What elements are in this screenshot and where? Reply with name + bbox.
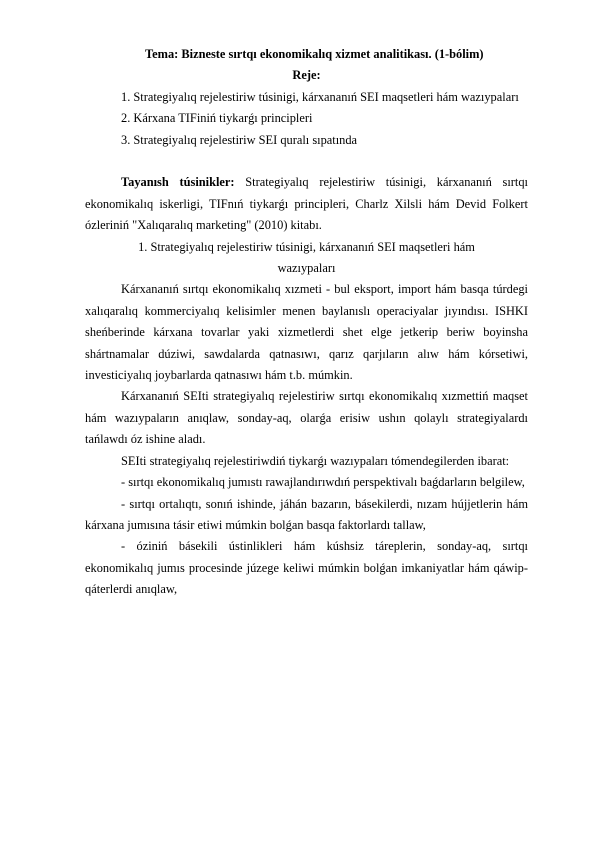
bullet-3: - óziniń básekili ústinlikleri hám kúshsiz táreplerin, sonday-aq, sırtqı ekonomikalıq jumıs procesinde júzege keliwi múmkin bolǵan imkaniyatlar hám qáwip-qáterlerdi anıqlaw,	[85, 539, 528, 597]
plan-item-2: 2. Kárxana TIFiniń tiykarǵı principleri	[121, 111, 313, 126]
document-title: Tema: Bizneste sırtqı ekonomikalıq xizmet analitikası. (1-bólim)	[145, 47, 484, 61]
bullet-2: - sırtqı ortalıqtı, sonıń ishinde, jáhán bazarın, básekilerdi, nızam hújjetlerin hám kárxana jumısına tásir etiwi múmkin bolǵan basqa faktorlardı tallaw,	[85, 496, 528, 532]
plan-item-3: 3. Strategiyalıq rejelestiriw SEI quralı sıpatında	[121, 132, 358, 147]
key-concepts-text: Strategiyalıq rejelestiriw túsinigi, kárxananıń sırtqı ekonomikalıq iskerligi, TIFnıń tiykarǵı principleri, Charlz Xilsli hám Devid Folkert ózleriniń "Xalıqaralıq marketing" (2010) kitabı.	[85, 175, 529, 233]
paragraph-1: Kárxananıń sırtqı ekonomikalıq xızmeti - bul eksport, import hám basqa túrdegi xalıqaralıq kommerciyalıq kelisimler menen baylanıslı operaciyalar jıyındısı. ISHKI sheńberinde kárxana tovarlar yaki xizmetlerdi shet elge jetkerip beriw boyinsha shártnamalar dúziwi, sawdalarda qatnasıwı, qarız qarjıların alıw hám kórsetiwi, investiciyalıq joybarlarda qatnasıwı hám t.b. múmkin.	[85, 282, 528, 383]
bullet-1: - sırtqı ekonomikalıq jumıstı rawajlandırıwdıń perspektivalı baǵdarların belgilew,	[121, 475, 525, 490]
document-page	[85, 44, 528, 601]
plan-item-1: 1. Strategiyalıq rejelestiriw túsinigi, kárxananıń SEI maqsetleri hám wazıypaları	[121, 89, 519, 104]
paragraph-3: SEIti strategiyalıq rejelestiriwdiń tiykarǵı wazıypaları tómendegilerden ibarat:	[121, 453, 510, 468]
key-concepts-label: Tayanısh túsinikler:	[121, 175, 235, 190]
section-heading-line2: wazıypaları	[277, 261, 336, 276]
blank-line	[85, 151, 528, 172]
paragraph-2: Kárxananıń SEIti strategiyalıq rejelestiriw sırtqı ekonomikalıq xızmettiń maqset hám wazıypaların anıqlaw, sonday-aq, olarǵa erisiw ushın qolaylı strategiyalardı tańlawdı óz ishine aladı.	[85, 389, 528, 447]
key-concepts-paragraph	[85, 172, 528, 236]
section-heading-line1: 1. Strategiyalıq rejelestiriw túsinigi, kárxananıń SEI maqsetleri hám	[138, 239, 475, 254]
plan-label: Reje:	[292, 68, 321, 83]
